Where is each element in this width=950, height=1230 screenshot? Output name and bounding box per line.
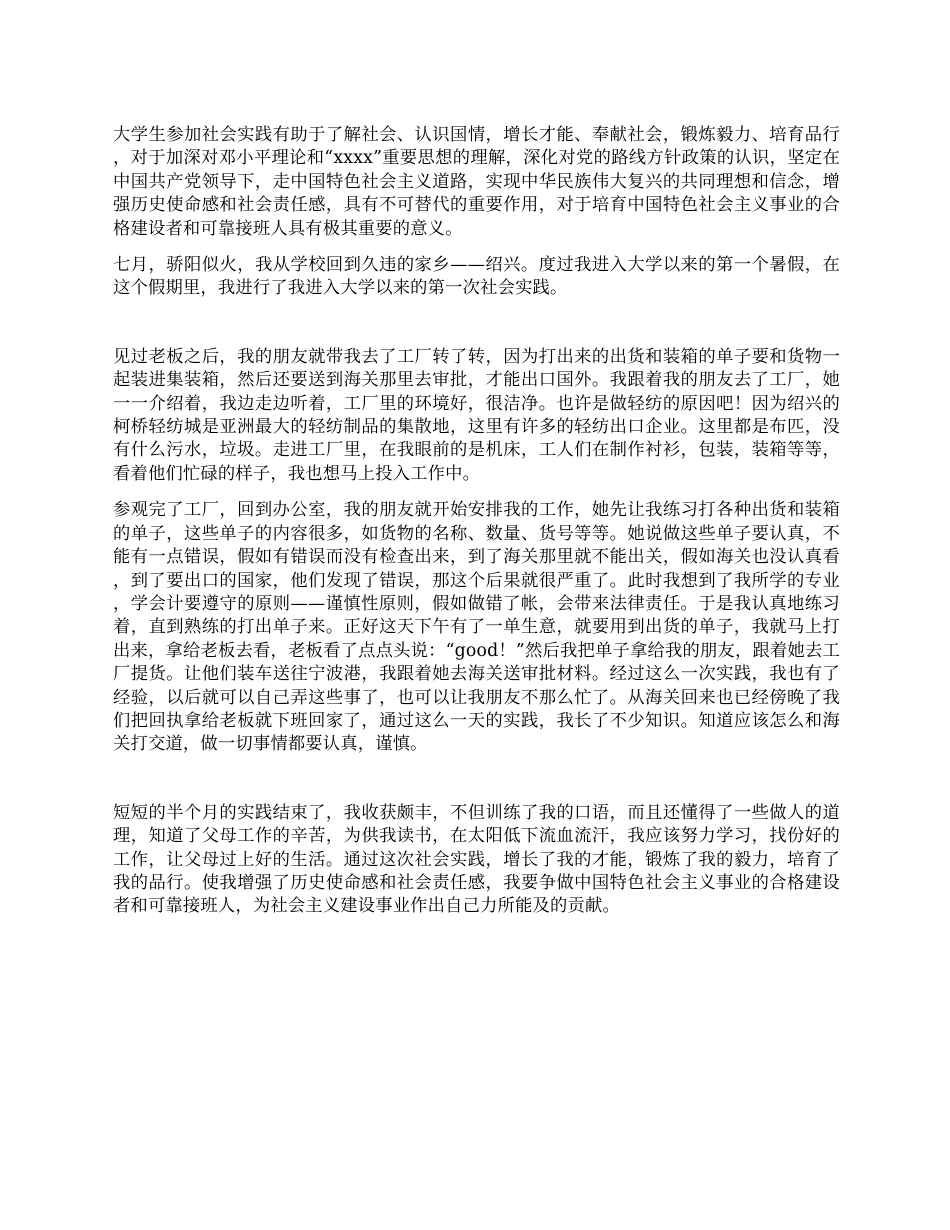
section-spacer — [113, 757, 840, 802]
paragraph-spacer — [113, 486, 840, 499]
paragraph-conclusion: 短短的半个月的实践结束了，我收获颇丰，不但训练了我的口语，而且还懂得了一些做人的道理，知道了父母工作的辛苦，为供我读书，在太阳低下流血流汗，我应该努力学习，找份好的工作，让父母过上好的生活。通过这次社会实践，增长了我的才能，锻炼了我的毅力，培育了我的品行。使我增强了历史使命感和社会责任感，我要争做中国特色社会主义事业的合格建设者和可靠接班人，为社会主义建设事业作出自己力所能及的贡献。 — [113, 802, 840, 917]
paragraph-july: 七月，骄阳似火，我从学校回到久违的家乡——绍兴。度过我进入大学以来的第一个暑假，在这个假期里，我进行了我进入大学以来的第一次社会实践。 — [113, 255, 840, 299]
document-body — [113, 124, 840, 919]
paragraph-office-work: 参观完了工厂，回到办公室，我的朋友就开始安排我的工作，她先让我练习打各种出货和装箱的单子，这些单子的内容很多，如货物的名称、数量、货号等等。她说做这些单子要认真，不能有一点错误，假如有错误而没有检查出来，到了海关那里就不能出关，假如海关也没认真看，到了要出口的国家，他们发现了错误，那这个后果就很严重了。此时我想到了我所学的专业，学会计要遵守的原则——谨慎性原则，假如做错了帐，会带来法律责任。于是我认真地练习着，直到熟练的打出单子来。正好这天下午有了一单生意，就要用到出货的单子，我就马上打出来，拿给老板去看，老板看了点点头说：“good！”然后我把单子拿给我的朋友，跟着她去工厂提货。让他们装车送往宁波港，我跟着她去海关送审批材料。经过这么一次实践，我也有了经验，以后就可以自己弄这些事了，也可以让我朋友不那么忙了。从海关回来也已经傍晚了我们把回执拿给老板就下班回家了，通过这么一天的实践，我长了不少知识。知道应该怎么和海关打交道，做一切事情都要认真，谨慎。 — [113, 500, 840, 755]
section-spacer — [113, 301, 840, 346]
paragraph-spacer — [113, 241, 840, 254]
paragraph-intro: 大学生参加社会实践有助于了解社会、认识国情，增长才能、奉献社会，锻炼毅力、培育品行，对于加深对邓小平理论和“xxxx”重要思想的理解，深化对党的路线方针政策的认识，坚定在中国共产党领导下，走中国特色社会主义道路，实现中华民族伟大复兴的共同理想和信念，增强历史使命感和社会责任感，具有不可替代的重要作用，对于培育中国特色社会主义事业的合格建设者和可靠接班人具有极其重要的意义。 — [113, 125, 840, 239]
paragraph-factory-visit: 见过老板之后，我的朋友就带我去了工厂转了转，因为打出来的出货和装箱的单子要和货物一起装进集装箱，然后还要送到海关那里去审批，才能出口国外。我跟着我的朋友去了工厂，她一一介绍着，我边走边听着，工厂里的环境好，很洁净。也许是做轻纺的原因吧！因为绍兴的柯桥轻纺城是亚洲最大的轻纺制品的集散地，这里有许多的轻纺出口企业。这里都是布匹，没有什么污水，垃圾。走进工厂里，在我眼前的是机床，工人们在制作衬衫，包装，装箱等等，看着他们忙碌的样子，我也想马上投入工作中。 — [113, 346, 840, 484]
